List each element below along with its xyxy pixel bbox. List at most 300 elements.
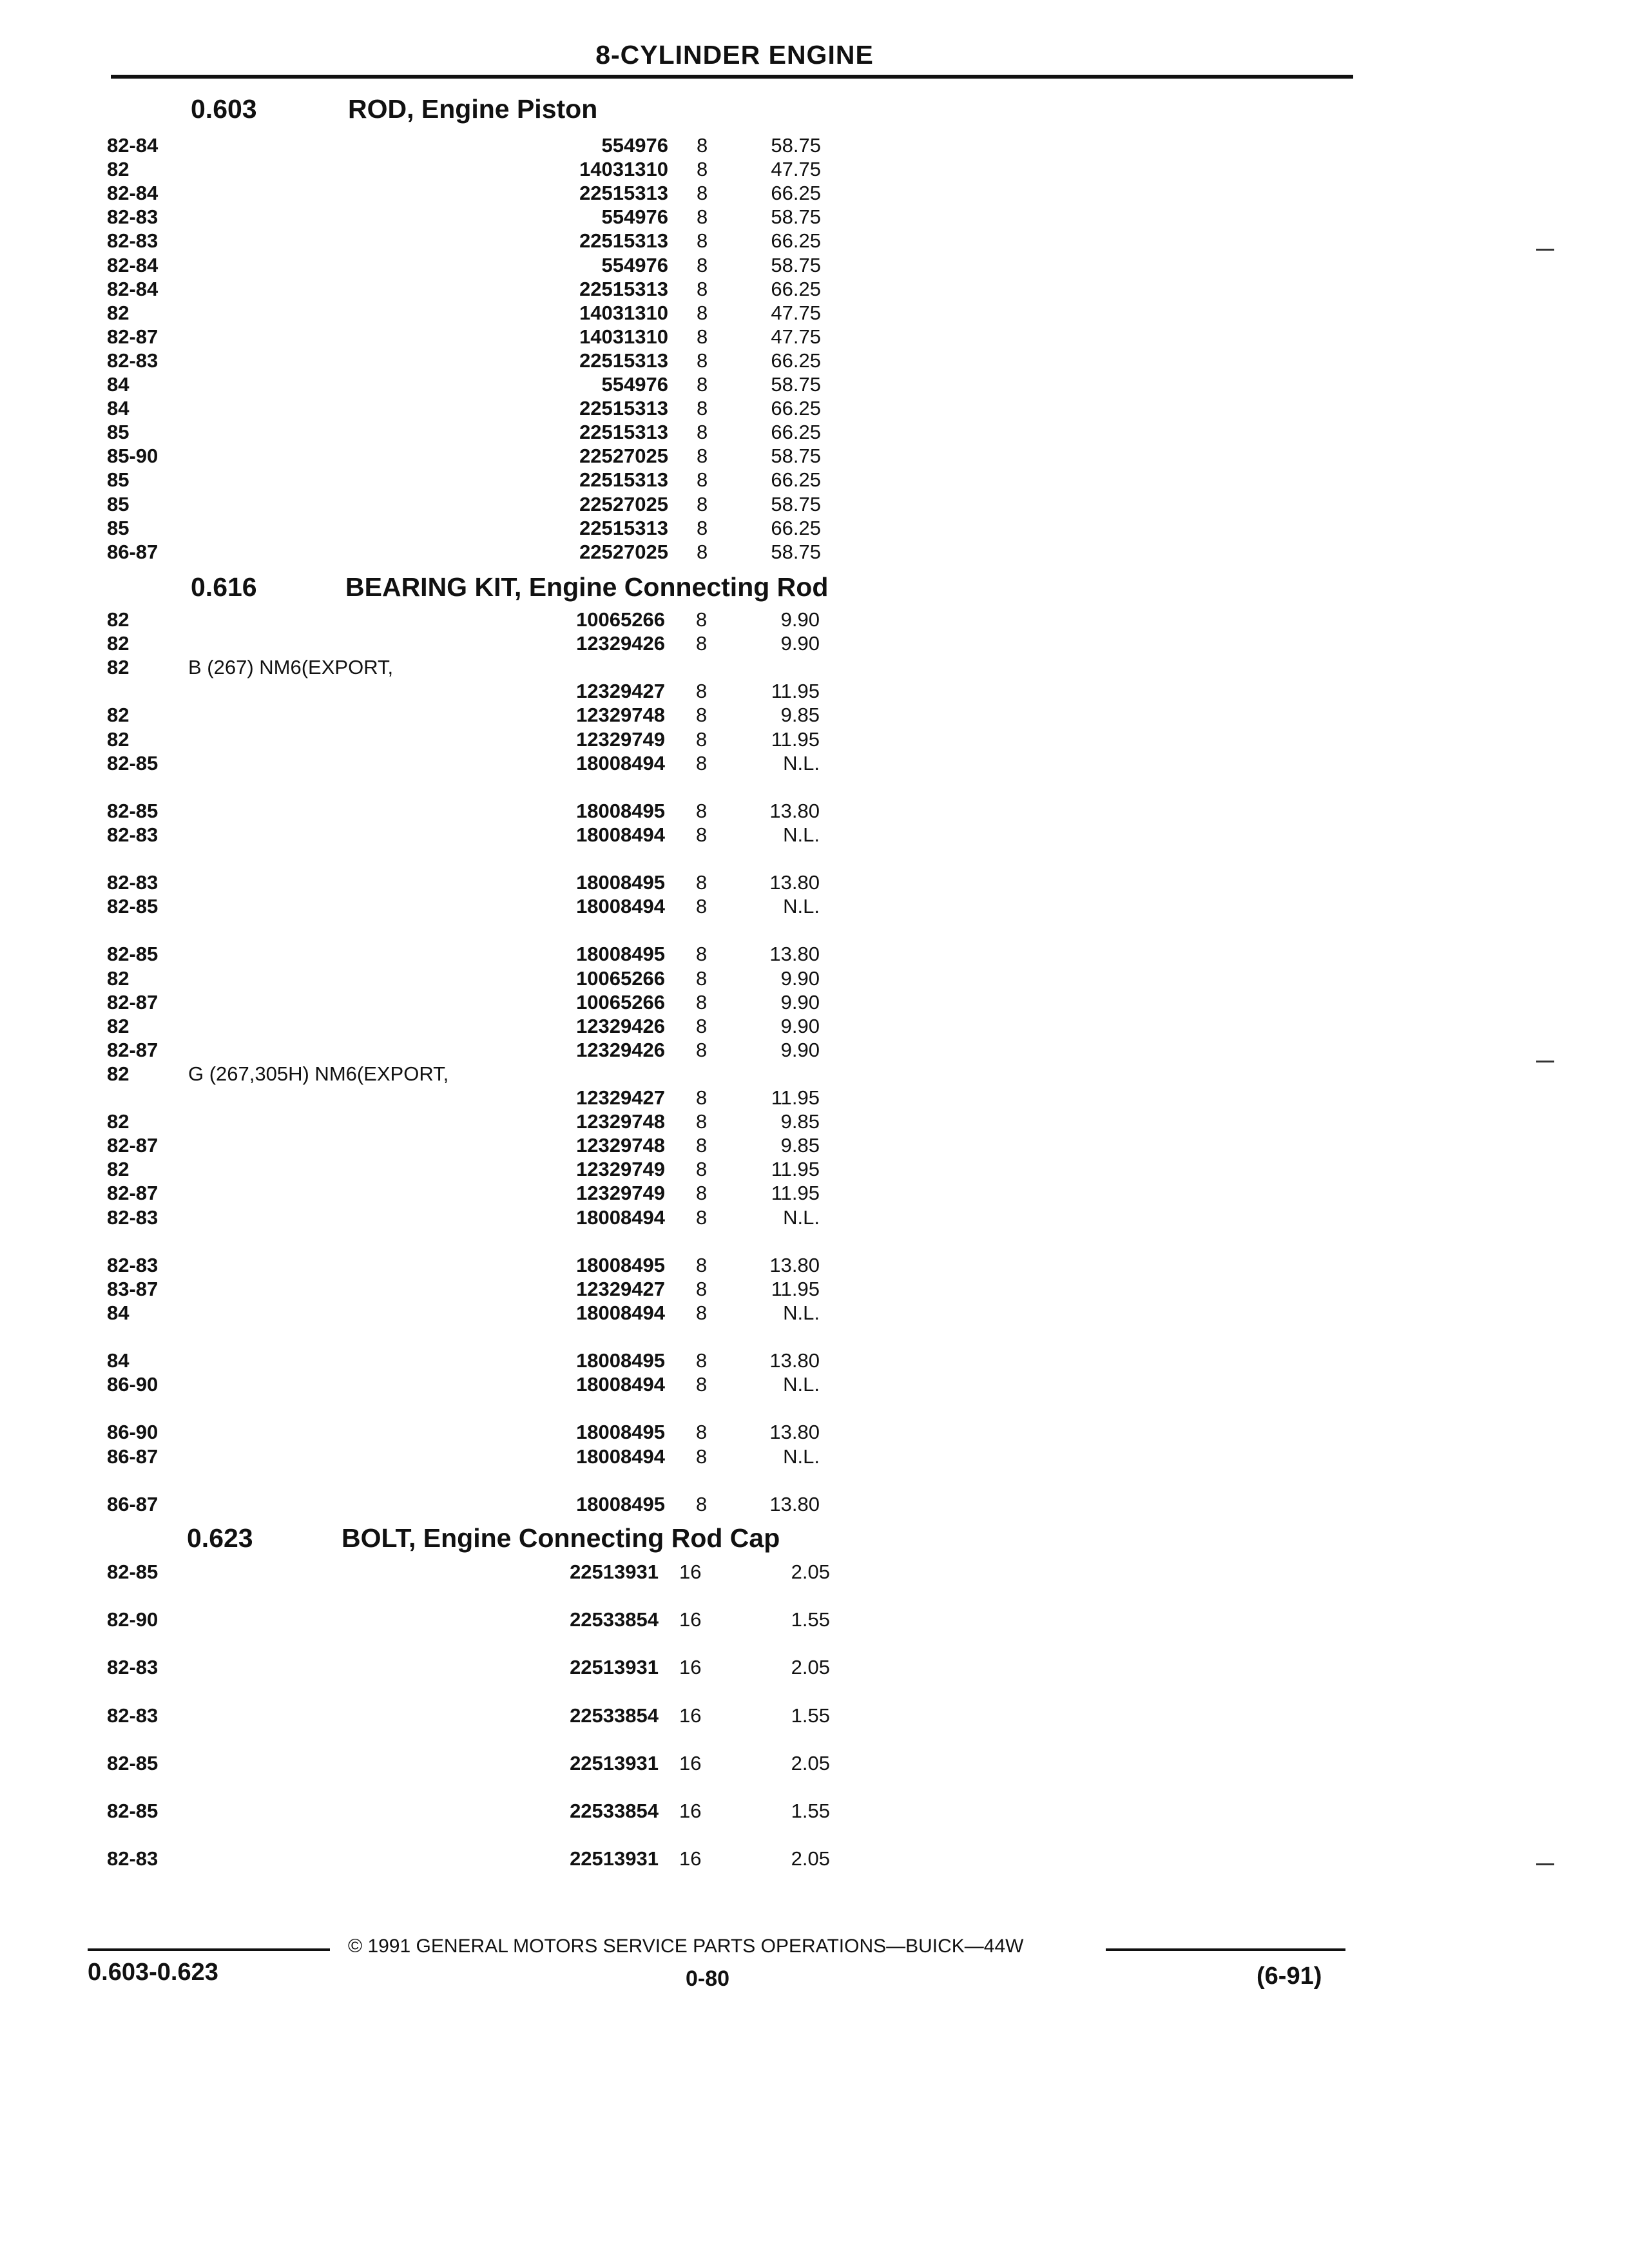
- table-row-continuation: [0, 1871, 1629, 1895]
- quantity: 8: [696, 1014, 708, 1037]
- quantity: 8: [697, 206, 708, 229]
- table-row: [0, 1800, 1629, 1823]
- model-year: 85: [107, 492, 130, 515]
- model-year: 82-85: [107, 751, 159, 774]
- table-row-continuation: [0, 1680, 1629, 1704]
- part-number: 12329426: [576, 1014, 665, 1037]
- part-number: 22533854: [570, 1800, 659, 1822]
- footer-page-number: 0-80: [686, 1966, 730, 1991]
- table-row: [0, 608, 1629, 632]
- model-year: 82-83: [107, 229, 159, 253]
- model-year: 82: [107, 727, 130, 751]
- part-number: 12329749: [576, 727, 665, 751]
- price: N.L.: [783, 751, 820, 774]
- model-year: 82: [107, 1062, 130, 1085]
- model-year: 82-83: [107, 349, 159, 372]
- price: 1.55: [791, 1800, 830, 1822]
- model-year: 85-90: [107, 445, 159, 468]
- quantity: 8: [697, 468, 708, 492]
- part-number: 18008495: [576, 1492, 665, 1515]
- price: 66.25: [771, 229, 821, 253]
- quantity: 8: [696, 1445, 708, 1468]
- quantity: 8: [696, 1158, 708, 1181]
- quantity: 8: [697, 325, 708, 348]
- model-year: 82-85: [107, 895, 159, 918]
- price: 11.95: [771, 1182, 820, 1205]
- table-row: [0, 158, 1629, 182]
- price: 11.95: [771, 1086, 820, 1109]
- quantity: 8: [697, 158, 708, 181]
- price: 11.95: [771, 680, 820, 703]
- table-row-continuation: [0, 1325, 1629, 1349]
- footer-rule-left: [88, 1948, 330, 1951]
- table-row: [0, 656, 1629, 680]
- price: 9.90: [780, 966, 820, 990]
- quantity: 16: [679, 1561, 702, 1583]
- quantity: 8: [697, 277, 708, 300]
- part-number: 18008494: [576, 1301, 665, 1324]
- model-year: 82-87: [107, 1182, 159, 1205]
- table-row-continuation: [0, 680, 1629, 704]
- quantity: 8: [696, 823, 708, 846]
- model-year: 86-90: [107, 1421, 159, 1444]
- model-year: 82: [107, 1014, 130, 1037]
- table-row: [0, 1493, 1629, 1517]
- part-number: 22515313: [579, 182, 668, 205]
- part-number: 22533854: [570, 1704, 659, 1727]
- price: 9.90: [780, 1038, 820, 1061]
- table-row-continuation: [0, 776, 1629, 800]
- usage-description: B (267) NM6(EXPORT,: [188, 656, 394, 679]
- table-row-continuation: [0, 1776, 1629, 1800]
- price: 58.75: [771, 206, 821, 229]
- quantity: 8: [696, 1277, 708, 1300]
- part-number: 22513931: [570, 1847, 659, 1870]
- quantity: 8: [697, 492, 708, 515]
- part-number: 22527025: [579, 445, 668, 468]
- quantity: 8: [697, 349, 708, 372]
- model-year: 82-87: [107, 990, 159, 1014]
- quantity: 8: [697, 445, 708, 468]
- price: 13.80: [769, 871, 820, 894]
- table-row: [0, 278, 1629, 302]
- model-year: 82-83: [107, 823, 159, 846]
- price: 11.95: [771, 1277, 820, 1300]
- quantity: 16: [679, 1800, 702, 1822]
- part-number: 18008494: [576, 751, 665, 774]
- quantity: 16: [679, 1704, 702, 1727]
- part-number: 18008495: [576, 1349, 665, 1372]
- table-row: [0, 325, 1629, 349]
- part-number: 22513931: [570, 1751, 659, 1774]
- quantity: 8: [697, 397, 708, 420]
- part-number: 22515313: [579, 277, 668, 300]
- price: 58.75: [771, 253, 821, 276]
- model-year: 82-83: [107, 1206, 159, 1229]
- table-row: [0, 349, 1629, 373]
- model-year: 85: [107, 421, 130, 444]
- part-number: 10065266: [576, 966, 665, 990]
- part-number: 12329426: [576, 1038, 665, 1061]
- table-row: [0, 397, 1629, 421]
- part-number: 12329749: [576, 1158, 665, 1181]
- model-year: 86-87: [107, 1492, 159, 1515]
- quantity: 8: [696, 751, 708, 774]
- price: 47.75: [771, 301, 821, 324]
- model-year: 82-83: [107, 1253, 159, 1276]
- model-year: 82-84: [107, 277, 159, 300]
- price: 58.75: [771, 134, 821, 157]
- quantity: 8: [696, 1349, 708, 1372]
- part-number: 18008495: [576, 1253, 665, 1276]
- model-year: 82: [107, 632, 130, 655]
- table-row: [0, 1158, 1629, 1182]
- usage-description: G (267,305H) NM6(EXPORT,: [188, 1062, 449, 1085]
- quantity: 8: [696, 1492, 708, 1515]
- price: 66.25: [771, 516, 821, 539]
- table-row: [0, 895, 1629, 919]
- table-row: [0, 1254, 1629, 1278]
- model-year: 82: [107, 1110, 130, 1133]
- model-year: 82-83: [107, 1847, 159, 1870]
- part-number: 554976: [601, 134, 668, 157]
- table-row: [0, 373, 1629, 397]
- quantity: 8: [696, 799, 708, 822]
- model-year: 82-87: [107, 1134, 159, 1157]
- quantity: 16: [679, 1608, 702, 1631]
- model-year: 82-83: [107, 206, 159, 229]
- model-year: 82: [107, 966, 130, 990]
- price: 9.85: [780, 704, 820, 727]
- model-year: 84: [107, 373, 130, 396]
- quantity: 16: [679, 1656, 702, 1679]
- table-row: [0, 182, 1629, 206]
- model-year: 82-87: [107, 1038, 159, 1061]
- table-row: [0, 134, 1629, 158]
- price: 2.05: [791, 1847, 830, 1870]
- quantity: 8: [697, 516, 708, 539]
- part-number: 12329749: [576, 1182, 665, 1205]
- table-row: [0, 943, 1629, 966]
- table-row: [0, 1278, 1629, 1302]
- model-year: 82-85: [107, 799, 159, 822]
- table-row: [0, 1015, 1629, 1039]
- table-row: [0, 967, 1629, 991]
- part-number: 22515313: [579, 421, 668, 444]
- price: 2.05: [791, 1751, 830, 1774]
- model-year: 82: [107, 158, 130, 181]
- price: 9.90: [780, 608, 820, 631]
- price: 9.85: [780, 1110, 820, 1133]
- quantity: 8: [696, 680, 708, 703]
- price: 11.95: [771, 727, 820, 751]
- table-row: [0, 254, 1629, 278]
- part-number: 554976: [601, 206, 668, 229]
- model-year: 82: [107, 704, 130, 727]
- table-row-continuation: [0, 1728, 1629, 1752]
- model-year: 84: [107, 397, 130, 420]
- part-number: 22515313: [579, 349, 668, 372]
- part-number: 554976: [601, 253, 668, 276]
- table-row-continuation: [0, 919, 1629, 943]
- part-number: 22513931: [570, 1656, 659, 1679]
- quantity: 8: [697, 182, 708, 205]
- model-year: 85: [107, 516, 130, 539]
- part-number: 10065266: [576, 990, 665, 1014]
- price: 9.90: [780, 1014, 820, 1037]
- part-number: 12329748: [576, 1134, 665, 1157]
- quantity: 8: [696, 608, 708, 631]
- model-year: 86-87: [107, 1445, 159, 1468]
- table-row-continuation: [0, 1086, 1629, 1110]
- price: 66.25: [771, 397, 821, 420]
- table-row: [0, 1110, 1629, 1134]
- table-row: [0, 871, 1629, 895]
- quantity: 8: [697, 134, 708, 157]
- part-number: 22527025: [579, 492, 668, 515]
- edge-mark: [1536, 1061, 1554, 1062]
- price: 58.75: [771, 492, 821, 515]
- table-row: [0, 541, 1629, 564]
- table-row: [0, 1656, 1629, 1680]
- part-number: 22527025: [579, 540, 668, 563]
- table-row: [0, 632, 1629, 656]
- table-row-continuation: [0, 1230, 1629, 1254]
- table-row: [0, 302, 1629, 325]
- section-number: 0.603: [191, 94, 257, 124]
- footer-copyright: © 1991 GENERAL MOTORS SERVICE PARTS OPERATIONS—BUICK—44W: [348, 1936, 1024, 1957]
- footer-section-range: 0.603-0.623: [88, 1959, 218, 1986]
- price: 13.80: [769, 1492, 820, 1515]
- price: 9.90: [780, 632, 820, 655]
- model-year: 82-85: [107, 1751, 159, 1774]
- quantity: 8: [696, 1206, 708, 1229]
- model-year: 82: [107, 1158, 130, 1181]
- table-row-continuation: [0, 1397, 1629, 1421]
- quantity: 8: [697, 301, 708, 324]
- table-row: [0, 1561, 1629, 1584]
- price: 66.25: [771, 421, 821, 444]
- edge-mark: [1536, 1863, 1554, 1865]
- model-year: 84: [107, 1349, 130, 1372]
- part-number: 14031310: [579, 301, 668, 324]
- quantity: 8: [696, 1373, 708, 1396]
- model-year: 82-83: [107, 1704, 159, 1727]
- table-row: [0, 1704, 1629, 1728]
- part-number: 18008495: [576, 1421, 665, 1444]
- quantity: 8: [696, 1134, 708, 1157]
- table-row: [0, 445, 1629, 468]
- price: 13.80: [769, 1421, 820, 1444]
- part-number: 22515313: [579, 397, 668, 420]
- part-number: 554976: [601, 373, 668, 396]
- part-number: 22533854: [570, 1608, 659, 1631]
- footer-rule-right: [1106, 1948, 1345, 1951]
- table-row: [0, 1373, 1629, 1397]
- price: 9.85: [780, 1134, 820, 1157]
- price: 11.95: [771, 1158, 820, 1181]
- table-row-continuation: [0, 1469, 1629, 1493]
- part-number: 18008494: [576, 1373, 665, 1396]
- table-row-continuation: [0, 1584, 1629, 1608]
- header-rule: [111, 75, 1353, 79]
- table-row: [0, 517, 1629, 541]
- table-row: [0, 1608, 1629, 1632]
- price: 66.25: [771, 349, 821, 372]
- model-year: 82-85: [107, 1561, 159, 1583]
- price: 9.90: [780, 990, 820, 1014]
- quantity: 8: [696, 1182, 708, 1205]
- model-year: 82-90: [107, 1608, 159, 1631]
- model-year: 82-87: [107, 325, 159, 348]
- section-number: 0.623: [187, 1523, 253, 1553]
- section-title: ROD, Engine Piston: [348, 94, 598, 124]
- model-year: 82-85: [107, 1800, 159, 1822]
- quantity: 8: [696, 966, 708, 990]
- quantity: 8: [697, 373, 708, 396]
- price: N.L.: [783, 1301, 820, 1324]
- model-year: 82-83: [107, 1656, 159, 1679]
- price: 47.75: [771, 325, 821, 348]
- part-number: 22515313: [579, 516, 668, 539]
- quantity: 8: [697, 253, 708, 276]
- quantity: 8: [696, 632, 708, 655]
- price: 66.25: [771, 468, 821, 492]
- price: N.L.: [783, 1445, 820, 1468]
- table-row-continuation: [0, 1632, 1629, 1656]
- section-title: BEARING KIT, Engine Connecting Rod: [345, 572, 829, 602]
- table-row: [0, 1421, 1629, 1445]
- part-number: 22515313: [579, 229, 668, 253]
- model-year: 82-85: [107, 943, 159, 966]
- part-number: 18008495: [576, 799, 665, 822]
- page-title: 8-CYLINDER ENGINE: [595, 40, 874, 70]
- price: N.L.: [783, 1373, 820, 1396]
- model-year: 85: [107, 468, 130, 492]
- table-row: [0, 1134, 1629, 1158]
- price: 1.55: [791, 1608, 830, 1631]
- quantity: 8: [696, 1086, 708, 1109]
- quantity: 8: [696, 727, 708, 751]
- model-year: 86-87: [107, 540, 159, 563]
- section-title: BOLT, Engine Connecting Rod Cap: [342, 1523, 780, 1553]
- quantity: 8: [696, 871, 708, 894]
- part-number: 12329748: [576, 704, 665, 727]
- table-row: [0, 1206, 1629, 1230]
- table-row-continuation: [0, 1823, 1629, 1847]
- table-row: [0, 823, 1629, 847]
- table-row: [0, 1062, 1629, 1086]
- table-row: [0, 991, 1629, 1015]
- model-year: 82-84: [107, 134, 159, 157]
- part-number: 10065266: [576, 608, 665, 631]
- part-number: 18008494: [576, 823, 665, 846]
- part-number: 22513931: [570, 1561, 659, 1583]
- quantity: 8: [697, 421, 708, 444]
- price: N.L.: [783, 1206, 820, 1229]
- table-row: [0, 752, 1629, 776]
- table-row: [0, 1752, 1629, 1776]
- price: N.L.: [783, 895, 820, 918]
- table-row: [0, 800, 1629, 823]
- model-year: 82-83: [107, 871, 159, 894]
- price: 66.25: [771, 277, 821, 300]
- quantity: 8: [697, 229, 708, 253]
- quantity: 8: [696, 895, 708, 918]
- table-row: [0, 1182, 1629, 1206]
- quantity: 8: [697, 540, 708, 563]
- table-row: [0, 728, 1629, 752]
- table-row: [0, 704, 1629, 727]
- quantity: 8: [696, 1110, 708, 1133]
- part-number: 14031310: [579, 325, 668, 348]
- price: 47.75: [771, 158, 821, 181]
- price: 58.75: [771, 445, 821, 468]
- table-row: [0, 229, 1629, 253]
- section-number: 0.616: [191, 572, 257, 602]
- quantity: 8: [696, 1038, 708, 1061]
- model-year: 86-90: [107, 1373, 159, 1396]
- part-number: 18008495: [576, 871, 665, 894]
- quantity: 8: [696, 943, 708, 966]
- table-row: [0, 206, 1629, 229]
- part-number: 12329748: [576, 1110, 665, 1133]
- part-number: 18008494: [576, 1445, 665, 1468]
- quantity: 8: [696, 990, 708, 1014]
- table-row: [0, 493, 1629, 517]
- price: N.L.: [783, 823, 820, 846]
- part-number: 14031310: [579, 158, 668, 181]
- table-row: [0, 1302, 1629, 1325]
- table-row: [0, 1349, 1629, 1373]
- price: 2.05: [791, 1561, 830, 1583]
- price: 13.80: [769, 943, 820, 966]
- part-number: 18008494: [576, 895, 665, 918]
- price: 1.55: [791, 1704, 830, 1727]
- quantity: 16: [679, 1751, 702, 1774]
- price: 13.80: [769, 1253, 820, 1276]
- price: 66.25: [771, 182, 821, 205]
- table-row: [0, 421, 1629, 445]
- price: 2.05: [791, 1656, 830, 1679]
- edge-mark: [1536, 249, 1554, 251]
- part-number: 12329427: [576, 680, 665, 703]
- table-row: [0, 468, 1629, 492]
- price: 13.80: [769, 799, 820, 822]
- quantity: 8: [696, 1301, 708, 1324]
- table-row-continuation: [0, 847, 1629, 871]
- table-row: [0, 1445, 1629, 1469]
- model-year: 82: [107, 656, 130, 679]
- table-row: [0, 1039, 1629, 1062]
- part-number: 18008494: [576, 1206, 665, 1229]
- price: 13.80: [769, 1349, 820, 1372]
- quantity: 8: [696, 1421, 708, 1444]
- part-number: 12329427: [576, 1086, 665, 1109]
- price: 58.75: [771, 540, 821, 563]
- model-year: 82-84: [107, 253, 159, 276]
- part-number: 18008495: [576, 943, 665, 966]
- quantity: 8: [696, 1253, 708, 1276]
- footer-date: (6-91): [1257, 1963, 1322, 1990]
- model-year: 82-84: [107, 182, 159, 205]
- part-number: 12329426: [576, 632, 665, 655]
- model-year: 84: [107, 1301, 130, 1324]
- quantity: 16: [679, 1847, 702, 1870]
- table-row: [0, 1847, 1629, 1871]
- part-number: 22515313: [579, 468, 668, 492]
- model-year: 83-87: [107, 1277, 159, 1300]
